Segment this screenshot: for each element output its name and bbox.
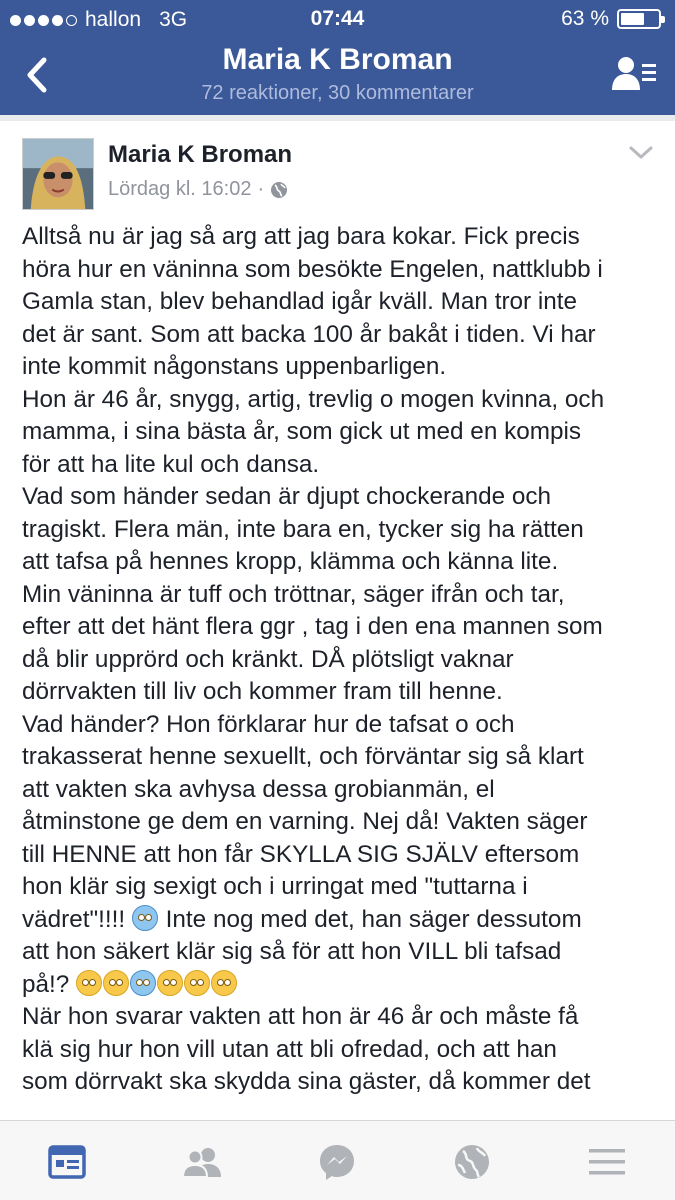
tab-more[interactable] — [586, 1141, 628, 1183]
post-line: inte kommit någonstans uppenbarligen. — [22, 353, 447, 380]
page-title: Maria K Broman — [222, 43, 453, 76]
eye-roll-emoji-icon — [184, 970, 210, 996]
post-line: Vad händer? Hon förklarar hur de tafsat o och — [22, 710, 515, 738]
post-line: Hon är 46 år, snygg, artig, trevlig o mogen kvinna, och — [22, 385, 605, 413]
post-line: tragiskt. Flera män, inte bara en, tycker sig ha rätten — [22, 515, 584, 543]
chevron-down-icon[interactable] — [629, 145, 653, 161]
news-feed-icon — [47, 1144, 87, 1180]
post-line: mamma, i sina bästa år, som gick ut med en kompis — [22, 418, 582, 445]
divider — [0, 115, 675, 121]
post-line: efter att det hänt flera ggr , tag i den ena mannen som — [22, 613, 603, 640]
steam-face-emoji-icon — [211, 970, 237, 996]
reactions-summary[interactable]: 72 reaktioner, 30 kommentarer — [201, 82, 474, 104]
post-line: att tafsa på hennes kropp, klämma och känna lite. — [22, 548, 559, 575]
battery-icon — [617, 9, 661, 29]
post-line: klä sig hur hon vill utan att bli ofredad, och att han — [22, 1035, 557, 1063]
post-line: hon klär sig sexigt och i urringat med "tuttarna i — [22, 873, 528, 900]
tab-bar — [0, 1120, 675, 1200]
friends-icon — [181, 1145, 223, 1179]
post-line: för att ha lite kul och dansa. — [22, 450, 320, 478]
flushed-face-emoji-icon — [157, 970, 183, 996]
status-bar — [0, 0, 675, 38]
post-meta — [108, 178, 288, 201]
author-avatar[interactable] — [22, 138, 94, 210]
tab-notifications[interactable] — [451, 1141, 493, 1183]
battery-percent: 63 % — [561, 7, 609, 30]
post-line: till HENNE att hon får SKYLLA SIG SJÄLV eftersom — [22, 840, 580, 868]
post-line: vädret"!!!! Inte nog med det, han säger dessutom — [22, 905, 582, 933]
carrier-name: hallon — [85, 8, 142, 31]
post-line: att vakten ska avhysa dessa grobianmän, el — [22, 775, 495, 803]
post-line: trakasserat henne sexuellt, och förväntar sig så klart — [22, 743, 584, 770]
screaming-face-emoji-icon — [132, 905, 158, 931]
menu-icon — [588, 1147, 626, 1177]
post-line: det är sant. Som att backa 100 år bakåt i tiden. Vi har — [22, 320, 596, 348]
status-right — [561, 7, 661, 31]
post — [0, 115, 675, 1120]
globe-icon — [453, 1143, 491, 1181]
navigation-bar — [0, 0, 675, 115]
meta-separator: · — [257, 178, 265, 200]
eye-roll-emoji-icon — [76, 970, 102, 996]
post-line: åtminstone ge dem en varning. Nej då! Vakten säger — [22, 808, 588, 835]
screaming-face-emoji-icon — [130, 970, 156, 996]
post-line: som dörrvakt ska skydda sina gäster, då kommer det — [22, 1068, 591, 1095]
post-line: När hon svarar vakten att hon är 46 år och måste få — [22, 1003, 579, 1030]
post-text — [22, 221, 662, 1099]
messenger-icon — [317, 1142, 357, 1182]
battery-level — [621, 13, 644, 25]
post-line: Gamla stan, blev behandlad igår kväll. Man tror inte — [22, 288, 578, 315]
post-timestamp[interactable]: Lördag kl. 16:02 — [108, 178, 252, 200]
post-line: att hon säkert klär sig så för att hon VILL bli tafsad — [22, 938, 562, 965]
network-type: 3G — [159, 8, 188, 31]
post-line: Vad som händer sedan är djupt chockerande och — [22, 483, 552, 510]
tab-messenger[interactable] — [316, 1141, 358, 1183]
flushed-face-emoji-icon — [103, 970, 129, 996]
post-author[interactable]: Maria K Broman — [108, 141, 293, 168]
tab-news-feed[interactable] — [46, 1141, 88, 1183]
post-line: på!? — [22, 969, 662, 1002]
tab-friends[interactable] — [181, 1141, 223, 1183]
profile-friend-icon[interactable] — [611, 54, 657, 94]
post-line: Min väninna är tuff och tröttnar, säger ifrån och tar, — [22, 580, 565, 608]
post-line: dörrvakten till liv och kommer fram till henne. — [22, 678, 503, 705]
public-globe-icon — [270, 181, 288, 199]
status-time: 07:44 — [310, 7, 365, 30]
post-line: Alltså nu är jag så arg att jag bara kokar. Fick precis — [22, 223, 580, 250]
post-line: då blir upprörd och kränkt. DÅ plötsligt vaknar — [22, 645, 514, 673]
post-line: höra hur en väninna som besökte Engelen, nattklubb i — [22, 255, 603, 283]
